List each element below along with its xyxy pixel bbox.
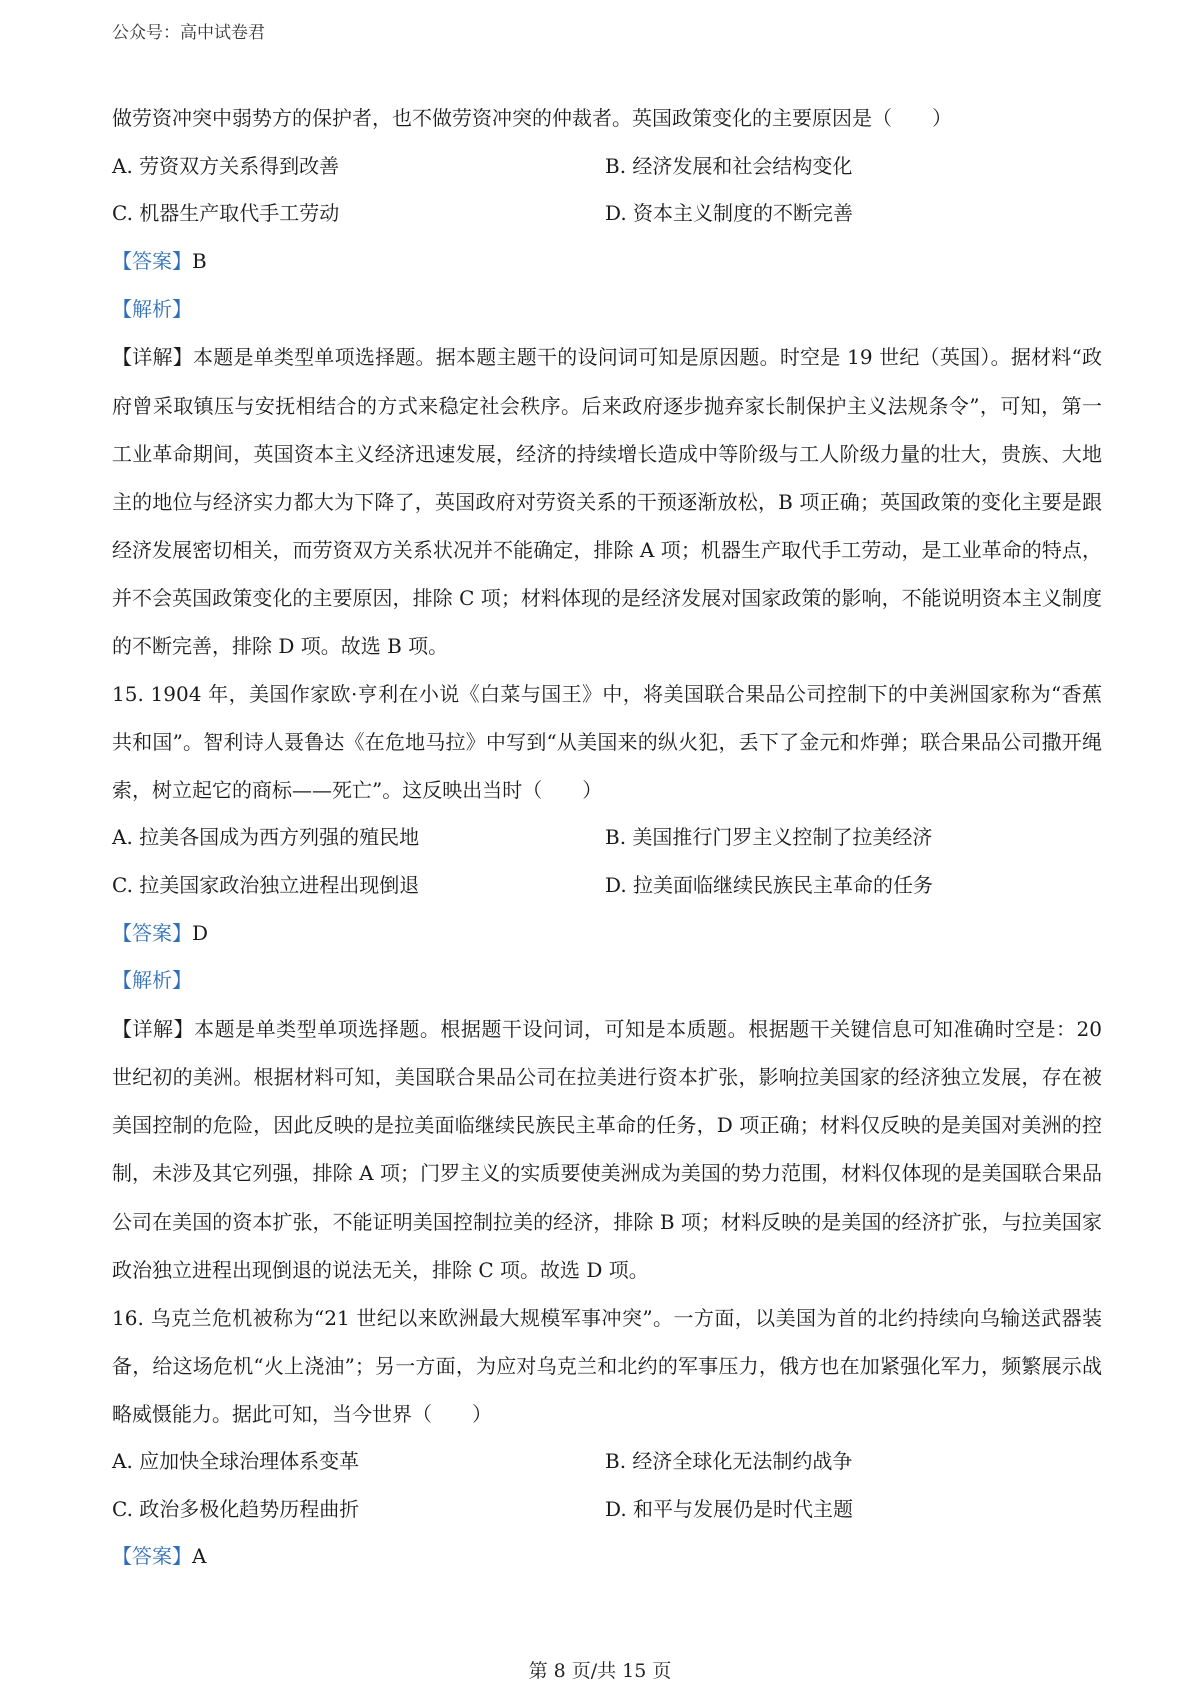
page-number: 第 8 页/共 15 页 xyxy=(528,1660,672,1682)
q14-options-row-2 xyxy=(112,190,1102,238)
q15-detail-text: 本题是单类型单项选择题。根据题干设问词，可知是本质题。根据题干关键信息可知准确时空是：20 世纪初的美洲。根据材料可知，美国联合果品公司在拉美进行资本扩张，影响拉美国家的经济独立发展，存在被美国控制的危险，因此反映的是拉美面临继续民族民主革命的任务，D 项正确；材料仅反映的是美国对美洲的控制，未涉及其它列强，排除 A 项；门罗主义的实质要使美洲成为美国的势力范围，材料仅体现的是美国联合果品公司在美国的资本扩张，不能证明美国控制拉美的经济，排除 B 项；材料反映的是美国的经济扩张，与拉美国家政治独立进程出现倒退的说法无关，排除 C 项。故选 D 项。 xyxy=(112,1017,1103,1282)
q15-answer xyxy=(112,910,1102,958)
q16-answer-value: A xyxy=(192,1544,207,1569)
q15-option-c: C. 拉美国家政治独立进程出现倒退 xyxy=(112,873,420,898)
q14-stem-tail: 做劳资冲突中弱势方的保护者，也不做劳资冲突的仲裁者。英国政策变化的主要原因是（ ） xyxy=(112,106,952,130)
q14-answer-tag: 【答案】 xyxy=(112,249,192,274)
q14-option-a: A. 劳资双方关系得到改善 xyxy=(112,153,340,178)
q16-option-d: D. 和平与发展仍是时代主题 xyxy=(605,1496,854,1521)
q16-option-a: A. 应加快全球治理体系变革 xyxy=(112,1448,360,1473)
q16-options-row-2 xyxy=(112,1486,1102,1534)
q14-option-d: D. 资本主义制度的不断完善 xyxy=(605,201,854,226)
q14-detail-tag: 【详解】 xyxy=(112,345,193,370)
q15-analysis-tag: 【解析】 xyxy=(112,968,192,993)
q16-answer xyxy=(112,1533,1102,1581)
q16-option-c: C. 政治多极化趋势历程曲折 xyxy=(112,1496,360,1521)
q14-answer xyxy=(112,238,1102,286)
q15-options-row-1 xyxy=(112,814,1102,862)
q16-option-b: B. 经济全球化无法制约战争 xyxy=(605,1448,853,1473)
q14-detail xyxy=(112,333,1102,670)
q14-option-b: B. 经济发展和社会结构变化 xyxy=(605,153,853,178)
header-source: 公众号：高中试卷君 xyxy=(112,23,265,43)
q14-analysis-tag: 【解析】 xyxy=(112,296,192,321)
q14-detail-text: 本题是单类型单项选择题。据本题主题干的设问词可知是原因题。时空是 19 世纪（英国）。据材料“政府曾采取镇压与安抚相结合的方式来稳定社会秩序。后来政府逐步抛弃家长制保护主义法规条令”，可知，第一工业革命期间，英国资本主义经济迅速发展，经济的持续增长造成中等阶级与工人阶级力量的壮大，贵族、大地主的地位与经济实力都大为下降了，英国政府对劳资关系的干预逐渐放松，B 项正确；英国政策的变化主要是跟经济发展密切相关，而劳资双方关系状况并不能确定，排除 A 项；机器生产取代手工劳动，是工业革命的特点，并不会英国政策变化的主要原因，排除 C 项；材料体现的是经济发展对国家政策的影响，不能说明资本主义制度的不断完善，排除 D 项。故选 B 项。 xyxy=(112,345,1103,658)
q16-answer-tag: 【答案】 xyxy=(112,1544,192,1569)
q15-option-d: D. 拉美面临继续民族民主革命的任务 xyxy=(605,873,934,898)
q15-option-b: B. 美国推行门罗主义控制了拉美经济 xyxy=(605,825,933,850)
q15-detail xyxy=(112,1005,1102,1294)
q14-options-row-1 xyxy=(112,143,1102,191)
document-body xyxy=(112,95,1102,1581)
q14-option-c: C. 机器生产取代手工劳动 xyxy=(112,201,340,226)
q15-options-row-2 xyxy=(112,862,1102,910)
q16-stem: 16. 乌克兰危机被称为“21 世纪以来欧洲最大规模军事冲突”。一方面，以美国为首的北约持续向乌输送武器装备，给这场危机“火上浇油”；另一方面，为应对乌克兰和北约的军事压力，俄方也在加紧强化军力，频繁展示战略威慑能力。据此可知，当今世界（ ） xyxy=(112,1305,1102,1426)
q14-answer-value: B xyxy=(192,249,207,274)
q15-option-a: A. 拉美各国成为西方列强的殖民地 xyxy=(112,825,420,850)
q16-options-row-1 xyxy=(112,1438,1102,1486)
q15-detail-tag: 【详解】 xyxy=(112,1017,195,1042)
q15-answer-value: D xyxy=(192,920,209,945)
q15-answer-tag: 【答案】 xyxy=(112,920,192,945)
q15-stem: 15. 1904 年，美国作家欧·亨利在小说《白菜与国王》中，将美国联合果品公司控制下的中美洲国家称为“香蕉共和国”。智利诗人聂鲁达《在危地马拉》中写到“从美国来的纵火犯，丢下了金元和炸弹；联合果品公司撒开绳索，树立起它的商标——死亡”。这反映出当时（ ） xyxy=(112,682,1102,803)
